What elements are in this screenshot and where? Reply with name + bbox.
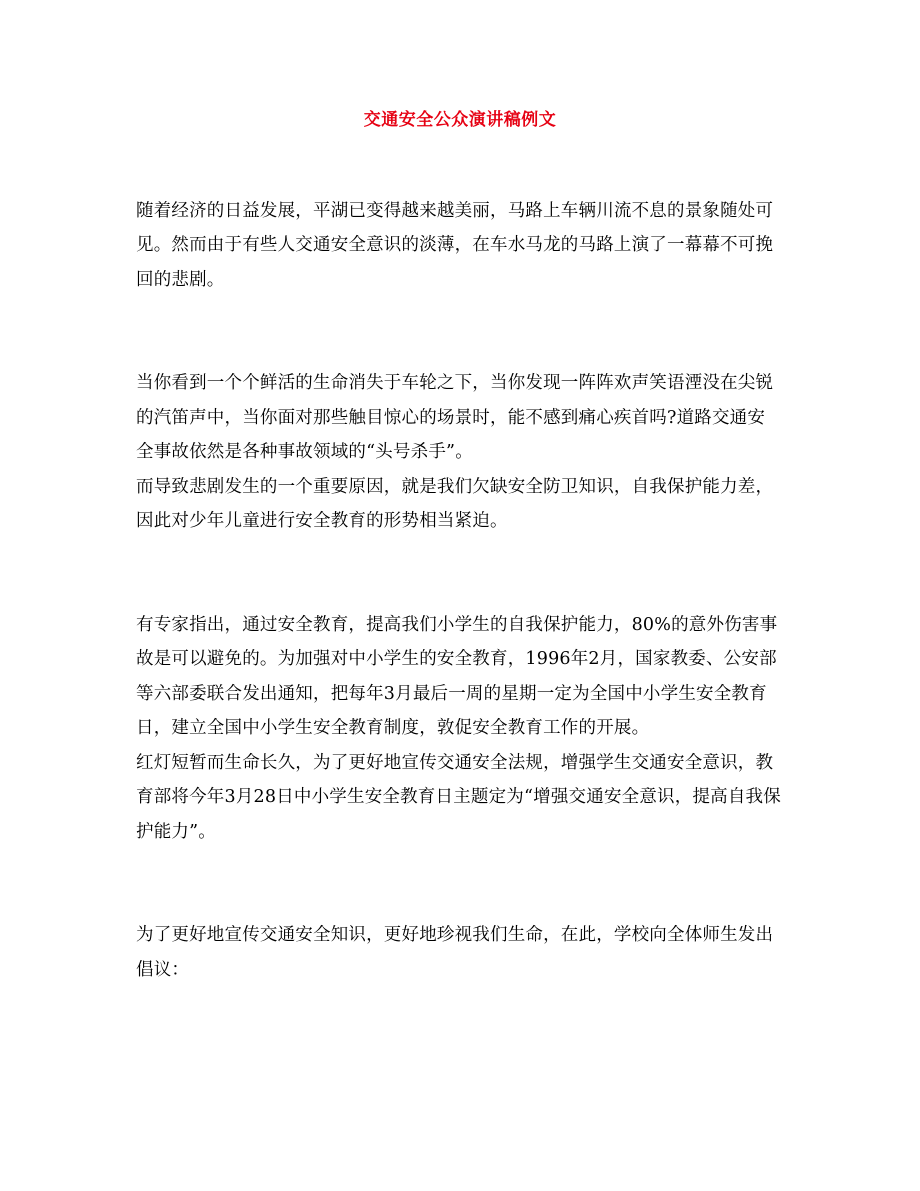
body-line: 因此对少年儿童进行安全教育的形势相当紧迫。 — [136, 511, 508, 531]
body-line: 为了更好地宣传交通安全知识，更好地珍视我们生命，在此，学校向全体师生发出 — [136, 925, 774, 945]
body-line: 当你看到一个个鲜活的生命消失于车轮之下，当你发现一阵阵欢声笑语湮没在尖锐 — [136, 373, 774, 393]
body-line: 等六部委联合发出通知，把每年3月最后一周的星期一定为全国中小学生安全教育 — [136, 684, 767, 704]
body-line: 护能力”。 — [136, 822, 216, 842]
body-line: 全事故依然是各种事故领域的“头号杀手”。 — [136, 442, 473, 462]
document-title: 交通安全公众演讲稿例文 — [363, 110, 557, 130]
body-line: 育部将今年3月28日中小学生安全教育日主题定为“增强交通安全意识，提高自我保 — [136, 787, 781, 807]
body-line: 而导致悲剧发生的一个重要原因，就是我们欠缺安全防卫知识，自我保护能力差， — [136, 477, 774, 497]
body-line: 红灯短暂而生命长久，为了更好地宣传交通安全法规，增强学生交通安全意识，教 — [136, 753, 774, 773]
body-line: 回的悲剧。 — [136, 270, 225, 290]
body-line: 日，建立全国中小学生安全教育制度，敦促安全教育工作的开展。 — [136, 718, 650, 738]
body-line: 有专家指出，通过安全教育，提高我们小学生的自我保护能力，80%的意外伤害事 — [136, 615, 778, 635]
body-line: 倡议： — [136, 960, 190, 980]
body-line: 故是可以避免的。为加强对中小学生的安全教育，1996年2月，国家教委、公安部 — [136, 649, 777, 669]
body-line: 的汽笛声中，当你面对那些触目惊心的场景时，能不感到痛心疾首吗?道路交通安 — [136, 408, 766, 428]
body-line: 见。然而由于有些人交通安全意识的淡薄，在车水马龙的马路上演了一幕幕不可挽 — [136, 235, 774, 255]
body-line: 随着经济的日益发展，平湖已变得越来越美丽，马路上车辆川流不息的景象随处可 — [136, 201, 774, 221]
